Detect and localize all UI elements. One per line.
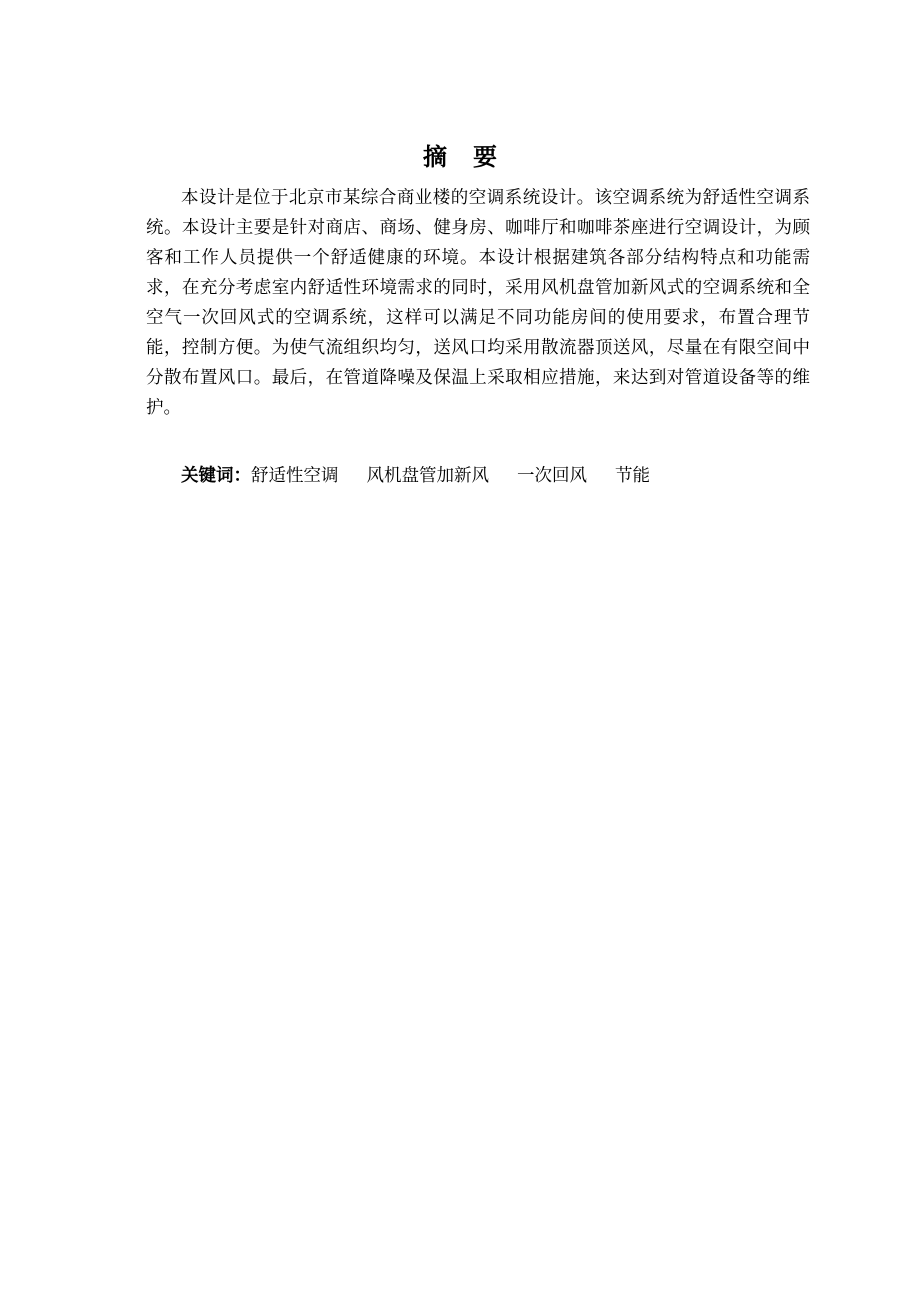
title-char-2: 要	[473, 143, 497, 171]
keyword-item: 一次回风	[517, 466, 587, 486]
keyword-item: 节能	[615, 466, 650, 486]
keyword-item: 风机盘管加新风	[366, 466, 489, 486]
title-char-1: 摘	[423, 143, 447, 171]
keyword-item: 舒适性空调	[251, 466, 339, 486]
keywords-line	[181, 461, 650, 491]
page-title	[0, 140, 920, 174]
keywords-label: 关键词：	[181, 466, 251, 486]
abstract-paragraph: 本设计是位于北京市某综合商业楼的空调系统设计。该空调系统为舒适性空调系统。本设计主要是针对商店、商场、健身房、咖啡厅和咖啡茶座进行空调设计，为顾客和工作人员提供一个舒适健康的环境。本设计根据建筑各部分结构特点和功能需求，在充分考虑室内舒适性环境需求的同时，采用风机盘管加新风式的空调系统和全空气一次回风式的空调系统，这样可以满足不同功能房间的使用要求，布置合理节能，控制方便。为使气流组织均匀，送风口均采用散流器顶送风，尽量在有限空间中分散布置风口。最后，在管道降噪及保温上采取相应措施，来达到对管道设备等的维护。	[146, 188, 810, 418]
